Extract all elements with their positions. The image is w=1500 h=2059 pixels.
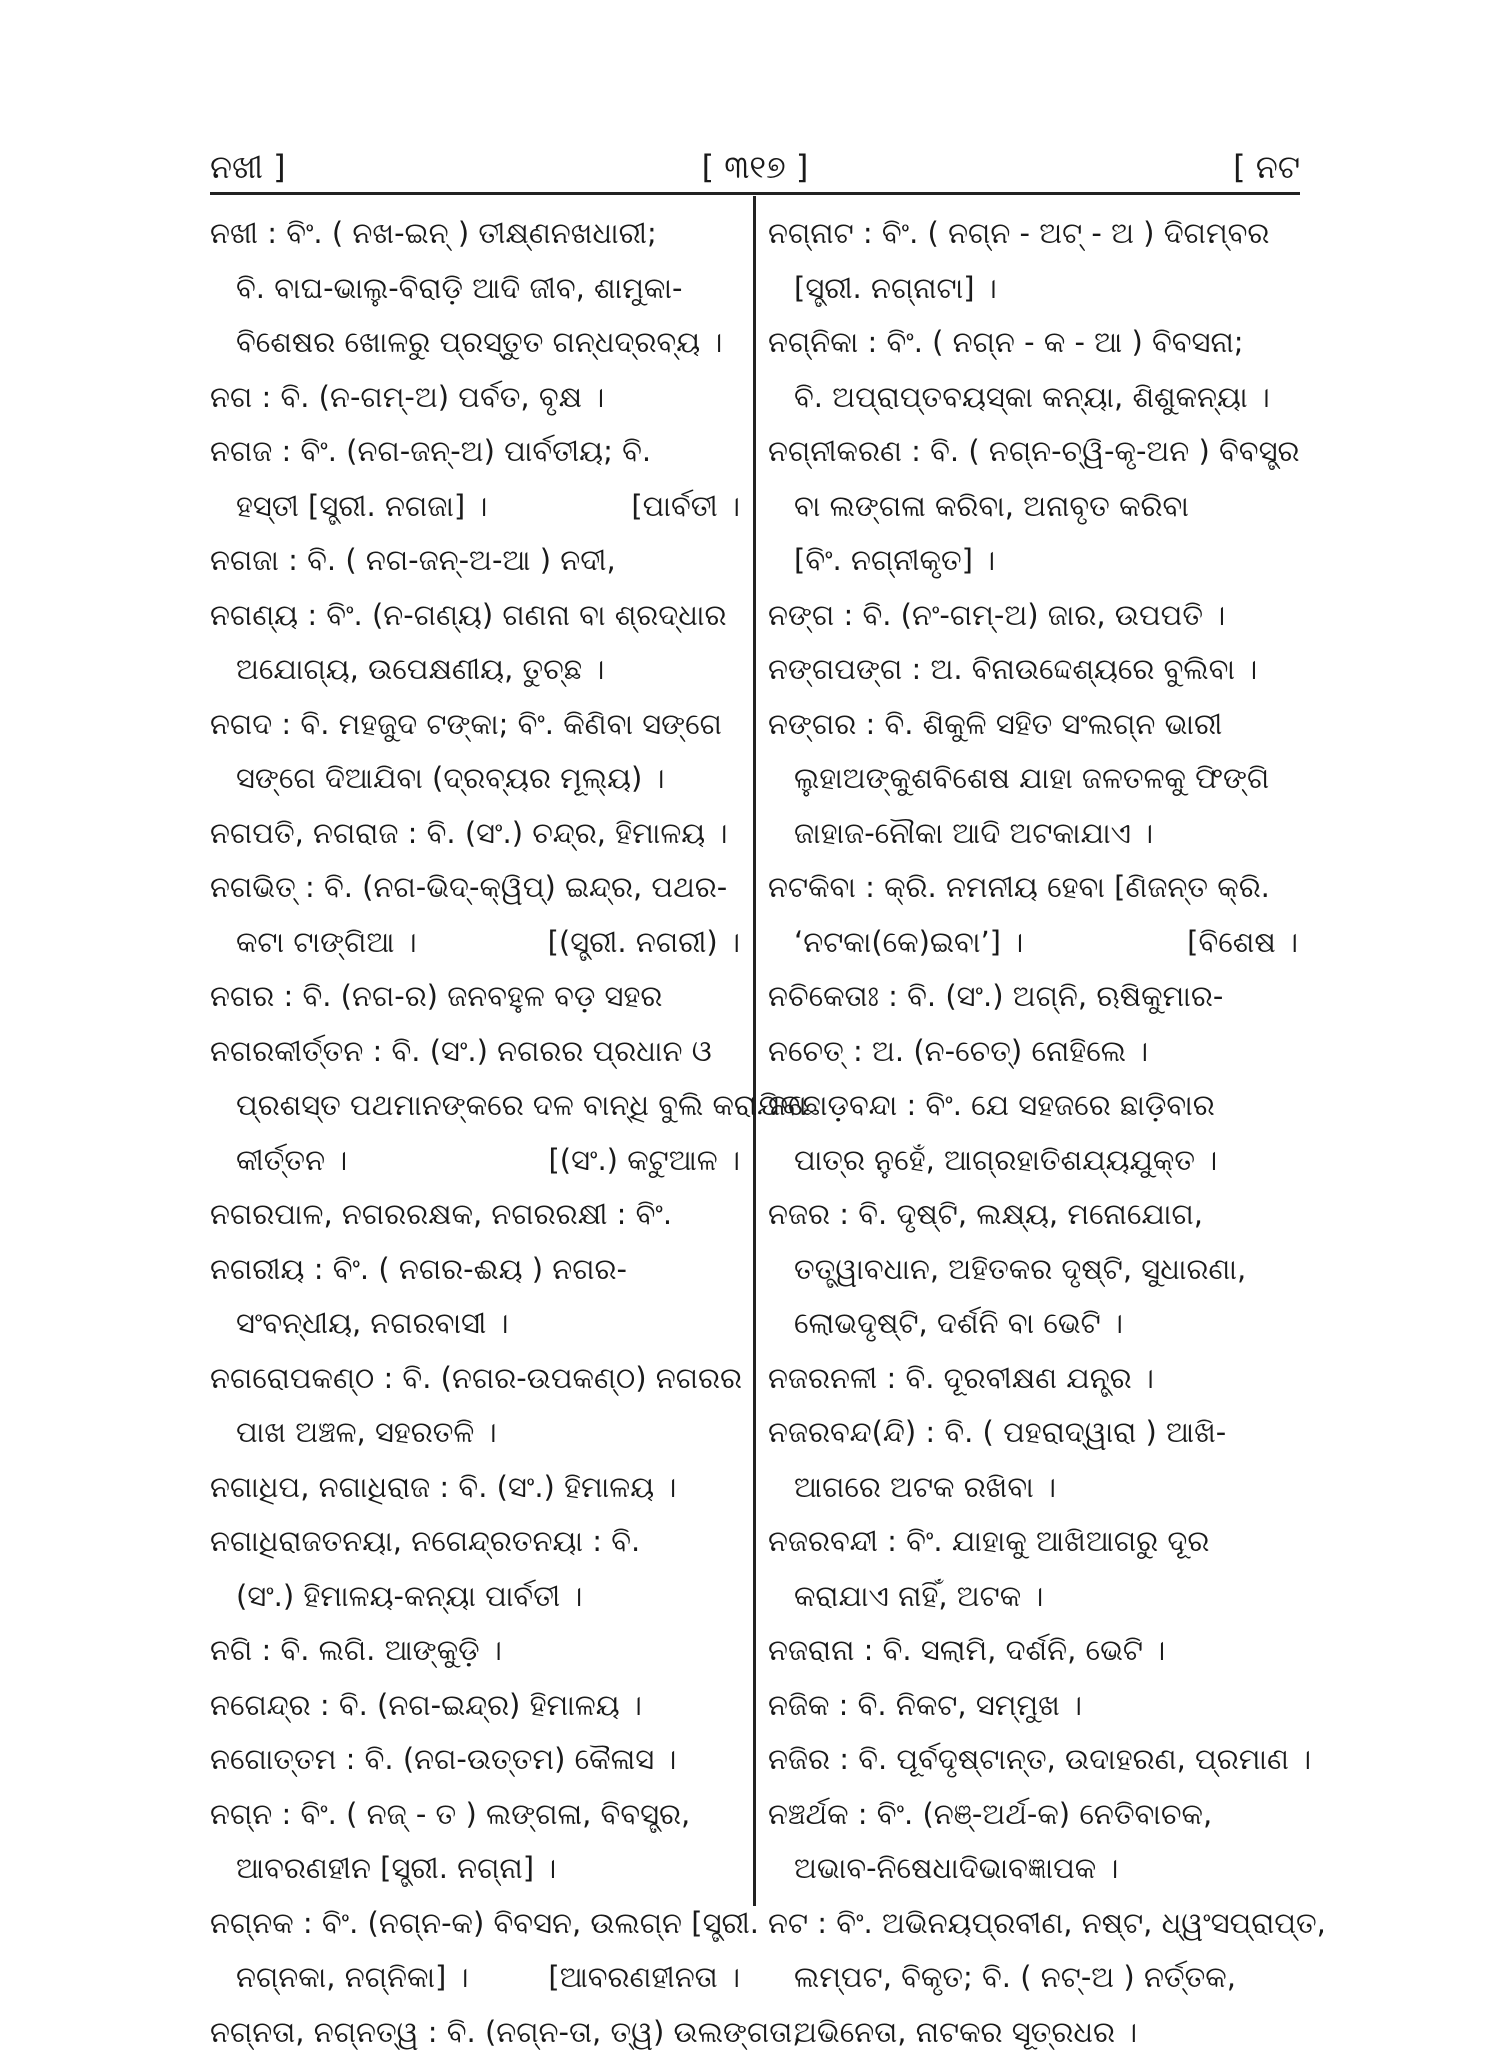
- entry-text: ନଗ୍ନକା, ନଗ୍ନିକା] ।: [236, 1960, 469, 1994]
- column-divider: [753, 196, 756, 1906]
- entry-text: ସଂବନ୍ଧୀୟ, ନଗରବାସୀ ।: [236, 1306, 509, 1340]
- entry-text: ନଗରୀୟ : ବିଂ. ( ନଗର-ଈୟ ) ନଗର-: [210, 1252, 627, 1286]
- entry-text: ନଗ୍ନତା, ନଗ୍ନତ୍ୱ : ବି. (ନଗ୍ନ-ତା, ତ୍ୱ) ଉଲଙ୍ଗତା,: [210, 2015, 802, 2049]
- entry-text: ବିଶେଷର ଖୋଳରୁ ପ୍ରସ୍ତୁତ ଗନ୍ଧଦ୍ରବ୍ୟ ।: [236, 325, 722, 359]
- entry-line: [210, 1787, 740, 1842]
- entry-line: [768, 751, 1298, 806]
- entry-text: ନଟକିବା : କ୍ରି. ନମନୀୟ ହେବା [ଣିଜନ୍ତ କ୍ରି.: [768, 870, 1270, 904]
- entry-line: [768, 370, 1298, 425]
- entry-line: [768, 1950, 1298, 2005]
- entry-line: [210, 1405, 740, 1460]
- entry-line: [768, 915, 1298, 970]
- entry-text: ନଗଭିତ୍ : ବି. (ନଗ-ଭିଦ୍-କ୍ୱିପ୍) ଇନ୍ଦ୍ର, ପଥର-: [210, 870, 727, 904]
- entry-text: ଲୁହାଅଙ୍କୁଶବିଶେଷ ଯାହା ଜଳତଳକୁ ଫିଙ୍ଗି: [794, 761, 1269, 795]
- entry-line: [768, 1024, 1298, 1079]
- entry-line: [210, 261, 740, 316]
- entry-text: ପାତ୍ର ନୁହେଁ, ଆଗ୍ରହାତିଶଯ୍ୟଯୁକ୍ତ ।: [794, 1143, 1217, 1177]
- entry-line: [210, 206, 740, 261]
- entry-line: [210, 751, 740, 806]
- entry-text: ନଜର : ବି. ଦୃଷ୍ଟି, ଲକ୍ଷ୍ୟ, ମନୋଯୋଗ,: [768, 1197, 1203, 1231]
- entry-text: ନଗୋତ୍ତମ : ବି. (ନଗ-ଉତ୍ତମ) କୈଳାସ ।: [210, 1742, 676, 1776]
- continuation-text: [ଆବରଣହୀନତା ।: [548, 1950, 740, 2005]
- header-rule: [210, 192, 1300, 195]
- entry-line: [210, 915, 740, 970]
- entry-line: [768, 1841, 1298, 1896]
- entry-line: [210, 1242, 740, 1297]
- entry-text: ନଗରପାଳ, ନଗରରକ୍ଷକ, ନଗରରକ୍ଷୀ : ବିଂ.: [210, 1197, 672, 1231]
- entry-line: [768, 1460, 1298, 1515]
- entry-text: ନଗପତି, ନଗରାଜ : ବି. (ସଂ.) ଚନ୍ଦ୍ର, ହିମାଳୟ ।: [210, 816, 728, 850]
- entry-line: [210, 370, 740, 425]
- entry-text: ଲୋଭଦୃଷ୍ଟି, ଦର୍ଶନି ବା ଭେଟି ।: [794, 1306, 1123, 1340]
- entry-line: [768, 642, 1298, 697]
- entry-line: [210, 315, 740, 370]
- entry-line: [210, 1133, 740, 1188]
- entry-line: [768, 1896, 1298, 1951]
- entry-text: କୀର୍ତ୍ତନ ।: [236, 1143, 347, 1177]
- page-header: [210, 148, 1300, 198]
- entry-text: ‘ନଟକା(କେ)ଇବା’] ।: [794, 925, 1023, 959]
- entry-line: [768, 1242, 1298, 1297]
- entry-line: [768, 1514, 1298, 1569]
- left-column: [210, 206, 740, 2059]
- entry-line: [768, 1078, 1298, 1133]
- entry-text: ନଚେତ୍ : ଅ. (ନ-ଚେତ୍) ନୋହିଲେ ।: [768, 1034, 1148, 1068]
- entry-text: ନଗଜା : ବି. ( ନଗ-ଜନ୍-ଅ-ଆ ) ନଦୀ,: [210, 543, 616, 577]
- entry-text: ନଜରବନ୍ଦ(ନ୍ଦି) : ବି. ( ପହରାଦ୍ୱାରା ) ଆଖି-: [768, 1415, 1226, 1449]
- entry-text: ତତ୍ତ୍ୱାବଧାନ, ଅହିତକର ଦୃଷ୍ଟି, ସୁଧାରଣା,: [794, 1252, 1246, 1286]
- continuation-text: [(ସଂ.) କଟୁଆଳ ।: [548, 1133, 740, 1188]
- entry-text: ନଗାଧିପ, ନଗାଧିରାଜ : ବି. (ସଂ.) ହିମାଳୟ ।: [210, 1470, 676, 1504]
- entry-text: [ସ୍ତ୍ରୀ. ନଗ୍ନାଟା] ।: [794, 271, 997, 305]
- entry-line: [768, 1678, 1298, 1733]
- entry-line: [210, 588, 740, 643]
- entry-text: ନଗି : ବି. ଲଗି. ଆଙ୍କୁଡ଼ି ।: [210, 1633, 502, 1667]
- entry-text: ନଗ୍ନକ : ବିଂ. (ନଗ୍ନ-କ) ବିବସନ, ଉଲଗ୍ନ [ସ୍ତ୍ରୀ.: [210, 1906, 759, 1940]
- right-column: [768, 206, 1298, 2059]
- entry-text: ନଗଣ୍ୟ : ବିଂ. (ନ-ଗଣ୍ୟ) ଗଣନା ବା ଶ୍ରଦ୍ଧାର: [210, 598, 726, 632]
- entry-line: [210, 1841, 740, 1896]
- entry-line: [210, 1623, 740, 1678]
- entry-text: ନଗେନ୍ଦ୍ର : ବି. (ନଗ-ଇନ୍ଦ୍ର) ହିମାଳୟ ।: [210, 1688, 642, 1722]
- entry-text: ଅଭାବ-ନିଷେଧାଦିଭାବଜ୍ଞାପକ ।: [794, 1851, 1118, 1885]
- entry-line: [768, 424, 1298, 479]
- entry-text: ନଛୋଡ଼ବନ୍ଦା : ବିଂ. ଯେ ସହଜରେ ଛାଡ଼ିବାର: [768, 1088, 1215, 1122]
- entry-text: ଅଭିନେତା, ନାଟକର ସୂତ୍ରଧର ।: [794, 2015, 1137, 2049]
- header-right-guideword: [ ନଟ: [1233, 148, 1300, 187]
- entry-text: ସଙ୍ଗେ ଦିଆଯିବା (ଦ୍ରବ୍ୟର ମୂଲ୍ୟ) ।: [236, 761, 665, 795]
- entry-text: ନଗଜ : ବିଂ. (ନଗ-ଜନ୍-ଅ) ପାର୍ବତୀୟ; ବି.: [210, 434, 651, 468]
- entry-text: ଆଗରେ ଅଟକ ରଖିବା ।: [794, 1470, 1056, 1504]
- entry-line: [768, 697, 1298, 752]
- entry-line: [768, 969, 1298, 1024]
- entry-text: ନଗର : ବି. (ନଗ-ର) ଜନବହୁଳ ବଡ଼ ସହର: [210, 979, 662, 1013]
- entry-line: [768, 2005, 1298, 2059]
- entry-line: [768, 479, 1298, 534]
- continuation-text: [ବିଶେଷ ।: [1187, 915, 1298, 970]
- continuation-text: [(ସ୍ତ୍ରୀ. ନଗରୀ) ।: [548, 915, 740, 970]
- entry-text: (ସଂ.) ହିମାଳୟ-କନ୍ୟା ପାର୍ବତୀ ।: [236, 1579, 582, 1613]
- entry-line: [210, 479, 740, 534]
- entry-text: ନଗଦ : ବି. ମହଜୁଦ ଟଙ୍କା; ବିଂ. କିଣିବା ସଙ୍ଗେ: [210, 707, 722, 741]
- header-left-guideword: ନଖୀ ]: [210, 148, 286, 187]
- entry-text: ନଚିକେତାଃ : ବି. (ସଂ.) ଅଗ୍ନି, ଋଷିକୁମାର-: [768, 979, 1223, 1013]
- entry-line: [768, 206, 1298, 261]
- entry-line: [768, 1787, 1298, 1842]
- entry-line: [210, 806, 740, 861]
- entry-text: କରାଯାଏ ନାହିଁ, ଅଟକ ।: [794, 1579, 1043, 1613]
- entry-line: [210, 1187, 740, 1242]
- entry-line: [210, 860, 740, 915]
- entry-text: ଅଯୋଗ୍ୟ, ଉପେକ୍ଷଣୀୟ, ତୁଚ୍ଛ ।: [236, 652, 604, 686]
- entry-text: ନଜିର : ବି. ପୂର୍ବଦୃଷ୍ଟାନ୍ତ, ଉଦାହରଣ, ପ୍ରମାଣ ।: [768, 1742, 1311, 1776]
- entry-line: [768, 1569, 1298, 1624]
- entry-text: ନଙ୍ଗପଙ୍ଗ : ଅ. ବିନାଉଦ୍ଦେଶ୍ୟରେ ବୁଲିବା ।: [768, 652, 1257, 686]
- entry-line: [768, 1296, 1298, 1351]
- entry-text: ବି. ବାଘ-ଭାଲୁ-ବିରାଡ଼ି ଆଦି ଜୀବ, ଶାମୁକା-: [236, 271, 682, 305]
- entry-line: [210, 424, 740, 479]
- entry-line: [210, 1296, 740, 1351]
- entry-text: ନଜରନଳୀ : ବି. ଦୂରବୀକ୍ଷଣ ଯନ୍ତ୍ର ।: [768, 1361, 1154, 1395]
- entry-text: ବି. ଅପ୍ରାପ୍ତବୟସ୍କା କନ୍ୟା, ଶିଶୁକନ୍ୟା ।: [794, 380, 1270, 414]
- entry-text: ହସ୍ତୀ [ସ୍ତ୍ରୀ. ନଗଜା] ।: [236, 489, 487, 523]
- entry-line: [210, 1024, 740, 1079]
- entry-text: ନଟ : ବିଂ. ଅଭିନୟପ୍ରବୀଣ, ନଷ୍ଟ, ଧ୍ୱଂସପ୍ରାପ୍ତ,: [768, 1906, 1326, 1940]
- entry-line: [210, 1896, 740, 1951]
- entry-text: ନଗ୍ନ : ବିଂ. ( ନଜ୍ - ତ ) ଲଙ୍ଗଳା, ବିବସ୍ତ୍ର,: [210, 1797, 690, 1831]
- entry-text: ନଗରକୀର୍ତ୍ତନ : ବି. (ସଂ.) ନଗରର ପ୍ରଧାନ ଓ: [210, 1034, 712, 1068]
- entry-text: ବା ଲଙ୍ଗଳା କରିବା, ଅନାବୃତ କରିବା: [794, 489, 1189, 523]
- entry-line: [210, 1351, 740, 1406]
- entry-text: ଜାହାଜ-ନୌକା ଆଦି ଅଟକାଯାଏ ।: [794, 816, 1153, 850]
- entry-line: [210, 1950, 740, 2005]
- entry-text: ନଜରାନା : ବି. ସଲାମି, ଦର୍ଶନି, ଭେଟି ।: [768, 1633, 1165, 1667]
- entry-line: [768, 1732, 1298, 1787]
- entry-text: ନଗ୍ନାଟ : ବିଂ. ( ନଗ୍ନ - ଅଟ୍ - ଅ ) ଦିଗମ୍ବର: [768, 216, 1269, 250]
- entry-line: [768, 315, 1298, 370]
- entry-text: ନଗ୍ନୀକରଣ : ବି. ( ନଗ୍ନ-ଚ୍ୱି-କୃ-ଅନ ) ବିବସ୍ତ୍ର: [768, 434, 1299, 468]
- entry-text: ନଗ : ବି. (ନ-ଗମ୍-ଅ) ପର୍ବତ, ବୃକ୍ଷ ।: [210, 380, 604, 414]
- entry-line: [768, 1187, 1298, 1242]
- entry-line: [210, 533, 740, 588]
- entry-text: ଲମ୍ପଟ, ବିକୃତ; ବି. ( ନଟ୍-ଅ ) ନର୍ତ୍ତକ,: [794, 1960, 1236, 1994]
- entry-text: ନଙ୍ଗ : ବି. (ନଂ-ଗମ୍-ଅ) ଜାର, ଉପପତି ।: [768, 598, 1225, 632]
- entry-line: [768, 533, 1298, 588]
- entry-line: [210, 1569, 740, 1624]
- entry-text: ନଞ୍ଚର୍ଥକ : ବିଂ. (ନଞ୍-ଅର୍ଥ-କ) ନେତିବାଚକ,: [768, 1797, 1212, 1831]
- entry-text: ନଜିକ : ବି. ନିକଟ, ସମ୍ମୁଖ ।: [768, 1688, 1082, 1722]
- entry-line: [768, 588, 1298, 643]
- entry-line: [768, 1133, 1298, 1188]
- entry-line: [210, 642, 740, 697]
- entry-line: [768, 860, 1298, 915]
- entry-text: ପାଖ ଅଞ୍ଚଳ, ସହରତଳି ।: [236, 1415, 497, 1449]
- entry-line: [768, 1351, 1298, 1406]
- entry-line: [768, 1623, 1298, 1678]
- entry-text: ନଜରବନ୍ଦୀ : ବିଂ. ଯାହାକୁ ଆଖିଆଗରୁ ଦୂର: [768, 1524, 1209, 1558]
- entry-line: [768, 1405, 1298, 1460]
- page-number: [ ୩୧୭ ]: [210, 148, 1300, 187]
- entry-line: [768, 806, 1298, 861]
- entry-line: [210, 1732, 740, 1787]
- entry-text: ନଗାଧିରାଜତନୟା, ନଗେନ୍ଦ୍ରତନୟା : ବି.: [210, 1524, 640, 1558]
- entry-text: ନଖୀ : ବିଂ. ( ନଖ-ଇନ୍ ) ତୀକ୍ଷ୍ଣନଖଧାରୀ;: [210, 216, 657, 250]
- entry-line: [210, 1514, 740, 1569]
- entry-text: ନଗରୋପକଣ୍ଠ : ବି. (ନଗର-ଉପକଣ୍ଠ) ନଗରର: [210, 1361, 742, 1395]
- entry-line: [210, 969, 740, 1024]
- entry-line: [210, 697, 740, 752]
- entry-text: ଆବରଣହୀନ [ସ୍ତ୍ରୀ. ନଗ୍ନା] ।: [236, 1851, 556, 1885]
- entry-line: [210, 2005, 740, 2059]
- entry-line: [210, 1460, 740, 1515]
- entry-text: କଟା ଟାଙ୍ଗିଆ ।: [236, 925, 417, 959]
- entry-line: [210, 1078, 740, 1133]
- continuation-text: [ପାର୍ବତୀ ।: [631, 479, 740, 534]
- entry-text: ନଙ୍ଗର : ବି. ଶିକୁଳି ସହିତ ସଂଲଗ୍ନ ଭାରୀ: [768, 707, 1222, 741]
- entry-text: ପ୍ରଶସ୍ତ ପଥମାନଙ୍କରେ ଦଳ ବାନ୍ଧି ବୁଲି କରାଯିବା: [236, 1088, 807, 1122]
- entry-line: [768, 261, 1298, 316]
- entry-text: ନଗ୍ନିକା : ବିଂ. ( ନଗ୍ନ - କ - ଆ ) ବିବସନା;: [768, 325, 1244, 359]
- entry-text: [ବିଂ. ନଗ୍ନୀକୃତ] ।: [794, 543, 995, 577]
- entry-line: [210, 1678, 740, 1733]
